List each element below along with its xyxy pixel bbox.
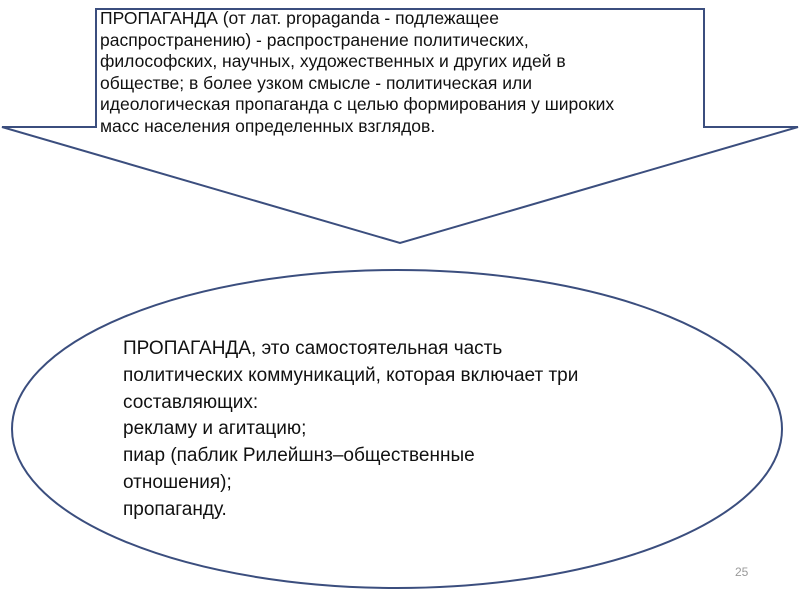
callout-line: масс населения определенных взглядов. — [100, 115, 436, 136]
oval-line: пиар (паблик Рилейшнз–общественные — [123, 445, 475, 467]
oval-line: ПРОПАГАНДА, это самостоятельная часть — [123, 338, 503, 359]
callout-line: идеологическая пропаганда с целью формирования у широких — [100, 94, 615, 114]
oval-line: рекламу и агитацию; — [123, 418, 307, 440]
callout-definition-text — [100, 8, 700, 137]
callout-line: ПРОПАГАНДА (от лат. propaganda - подлежащее — [100, 8, 500, 28]
callout-line: распространению) - распространение политических, — [100, 29, 529, 50]
slide-number: 25 — [735, 565, 749, 579]
callout-line: обществе; в более узком смысле - политическая или — [100, 72, 533, 93]
oval-line: составляющих: — [123, 391, 259, 413]
oval-line: политических коммуникаций, которая включает три — [123, 364, 579, 386]
oval-line: пропаганду. — [123, 498, 227, 520]
oval-definition-text — [123, 336, 643, 524]
callout-line: философских, научных, художественных и других идей в — [100, 51, 566, 71]
oval-line: отношения); — [123, 471, 232, 493]
